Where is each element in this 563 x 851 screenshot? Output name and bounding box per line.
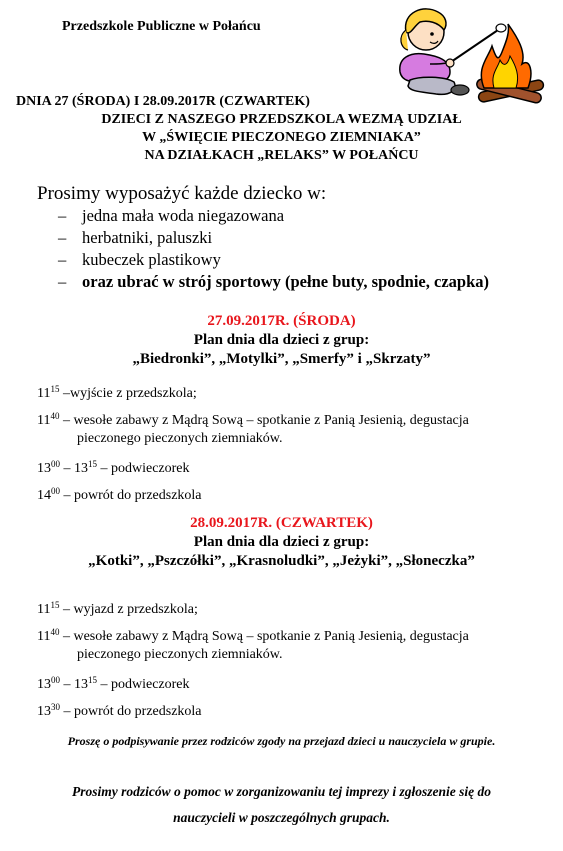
supply-item: – kubeczek plastikowy xyxy=(58,250,221,269)
headline-participation: DZIECI Z NASZEGO PRZEDSZKOLA WEZMĄ UDZIAŁ xyxy=(101,112,462,127)
day-2-heading xyxy=(0,514,563,571)
event-headline xyxy=(0,93,563,165)
schedule-item: $14^{00}$ – powrót do przedszkola xyxy=(37,486,202,503)
headline-dates: DNIA 27 (ŚRODA) I 28.09.2017R (CZWARTEK) xyxy=(16,94,310,109)
day-1-heading xyxy=(0,312,563,369)
closing-line-2: nauczycieli w poszczególnych grupach. xyxy=(173,810,390,825)
supply-item: – oraz ubrać w strój sportowy (pełne buty, spodnie, czapka) xyxy=(58,272,489,291)
closing-request xyxy=(0,779,563,831)
schedule-item: $13^{00} - 13^{15}$ – podwieczorek xyxy=(37,675,190,692)
supplies-intro: Prosimy wyposażyć każde dziecko w: xyxy=(37,183,327,204)
dash-bullet: – xyxy=(58,228,67,247)
day-1-date: 27.09.2017R. (ŚRODA) xyxy=(207,313,356,329)
schedule-item: $13^{30}$ – powrót do przedszkola xyxy=(37,702,202,719)
schedule-item: $11^{40}$ – wesołe zabawy z Mądrą Sową – spotkanie z Panią Jesienią, degustacja pieczonego pieczonych ziemniaków. xyxy=(37,411,469,446)
schedule-item: $11^{40}$ – wesołe zabawy z Mądrą Sową – spotkanie z Panią Jesienią, degustacja pieczonego pieczonych ziemniaków. xyxy=(37,627,469,662)
headline-location: NA DZIAŁKACH „RELAKS” W POŁAŃCU xyxy=(144,148,419,163)
day-2-plan-title: Plan dnia dla dzieci z grup: xyxy=(193,534,370,550)
schedule-item: $13^{00} - 13^{15}$ – podwieczorek xyxy=(37,459,190,476)
schedule-item: $11^{15}$ –wyjście z przedszkola; xyxy=(37,384,197,401)
day-1-groups: „Biedronki”, „Motylki”, „Smerfy” i „Skrzaty” xyxy=(132,351,431,367)
dash-bullet: – xyxy=(58,206,67,225)
consent-note: Proszę o podpisywanie przez rodziców zgody na przejazd dzieci u nauczyciela w grupie. xyxy=(67,734,496,748)
closing-line-1: Prosimy rodziców o pomoc w zorganizowaniu tej imprezy i zgłoszenie się do xyxy=(72,784,491,799)
supplies-list xyxy=(58,205,489,293)
supply-item: – herbatniki, paluszki xyxy=(58,228,213,247)
headline-event-name: W „ŚWIĘCIE PIECZONEGO ZIEMNIAKA” xyxy=(142,130,421,145)
day-2-date: 28.09.2017R. (CZWARTEK) xyxy=(190,515,373,531)
supply-item: – jedna mała woda niegazowana xyxy=(58,206,285,225)
day-1-plan-title: Plan dnia dla dzieci z grup: xyxy=(193,332,370,348)
school-name: Przedszkole Publiczne w Połańcu xyxy=(62,19,261,34)
day-2-groups: „Kotki”, „Pszczółki”, „Krasnoludki”, „Jeżyki”, „Słoneczka” xyxy=(88,553,475,569)
dash-bullet: – xyxy=(58,250,67,269)
schedule-item: $11^{15}$ – wyjazd z przedszkola; xyxy=(37,600,198,617)
dash-bullet: – xyxy=(58,272,67,291)
